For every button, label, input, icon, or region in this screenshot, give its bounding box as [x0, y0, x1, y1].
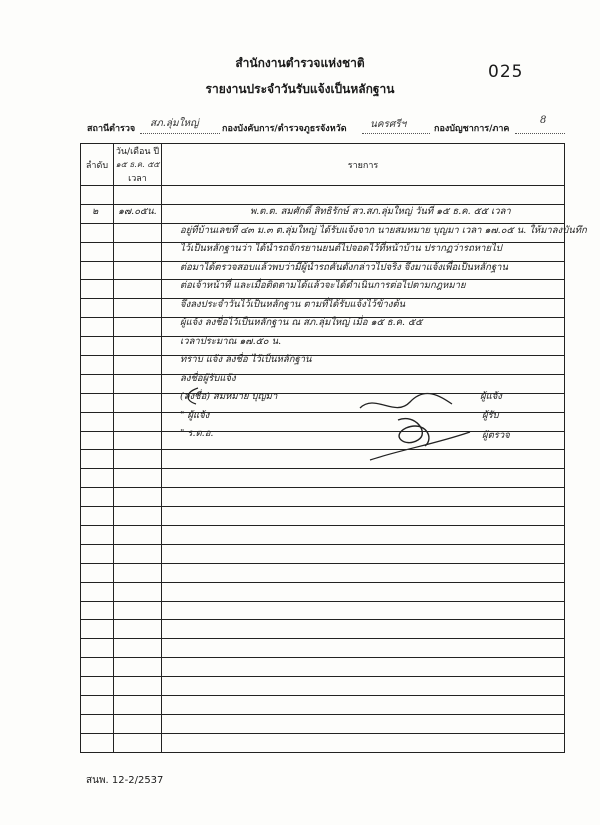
table-row — [81, 601, 565, 620]
entry-text-line: ทราบ แจ้ง ลงชื่อ ไว้เป็นหลักฐาน — [180, 354, 312, 365]
command-label: กองบัญชาการ/ภาค — [434, 124, 510, 134]
table-row — [81, 526, 565, 545]
table-row — [81, 639, 565, 658]
table-cell — [162, 582, 565, 601]
table-cell — [81, 280, 114, 299]
table-cell — [114, 733, 162, 752]
table-cell — [162, 563, 565, 582]
table-cell — [81, 299, 114, 318]
table-cell — [162, 639, 565, 658]
table-cell — [114, 620, 162, 639]
entry-text-line: " ร.ต.อ. — [180, 428, 214, 439]
entry-text-line: พ.ต.ต. สมศักดิ์ สิทธิรักษ์ สว.สภ.ลุ่มใหญ่ วันที่ ๑๕ ธ.ค. ๕๕ เวลา — [250, 206, 511, 217]
table-cell — [114, 431, 162, 450]
entry-text-line: ต่อมาได้ตรวจสอบแล้วพบว่ามีผู้นำรถคันดังกล่าวไปจริง จึงมาแจ้งเพื่อเป็นหลักฐาน — [180, 261, 508, 273]
table-row — [81, 658, 565, 677]
table-cell — [162, 507, 565, 526]
page-number: 025 — [488, 62, 524, 82]
table-cell — [114, 507, 162, 526]
table-cell — [114, 696, 162, 715]
table-cell — [81, 544, 114, 563]
table-row — [81, 544, 565, 563]
table-row — [81, 696, 565, 715]
division-label: กองบังคับการ/ตำรวจภูธรจังหวัด — [222, 124, 347, 134]
table-cell — [162, 696, 565, 715]
table-cell — [114, 374, 162, 393]
table-cell — [81, 374, 114, 393]
table-cell — [162, 714, 565, 733]
signature-scribble — [340, 388, 480, 463]
table-row — [81, 582, 565, 601]
station-label: สถานีตำรวจ — [87, 124, 136, 134]
table-row — [81, 620, 565, 639]
command-value: 8 — [540, 115, 547, 126]
col-no-header: ลำดับ — [81, 144, 114, 186]
entry-text-line: ผู้แจ้ง ลงชื่อไว้เป็นหลักฐาน ณ สภ.ลุ่มใหญ่ เมื่อ ๑๕ ธ.ค. ๕๕ — [180, 317, 423, 328]
table-cell — [81, 582, 114, 601]
table-cell — [162, 620, 565, 639]
table-cell — [81, 469, 114, 488]
table-cell — [162, 526, 565, 545]
table-cell — [81, 601, 114, 620]
table-cell — [162, 186, 565, 205]
col-details-header: รายการ — [162, 144, 565, 186]
entry-time: ๑๗.๐๕น. — [118, 206, 157, 217]
table-row — [81, 733, 565, 752]
table-cell — [81, 318, 114, 337]
table-cell — [81, 186, 114, 205]
table-cell — [81, 526, 114, 545]
table-row — [81, 677, 565, 696]
table-cell — [114, 299, 162, 318]
table-cell — [114, 337, 162, 356]
entry-text-line: เวลาประมาณ ๑๗.๕๐ น. — [180, 335, 282, 347]
entry-text-line: ต่อเจ้าหน้าที่ และเมื่อติดตามได้แล้วจะได้ดำเนินการต่อไปตามกฎหมาย — [180, 280, 466, 291]
table-cell — [114, 526, 162, 545]
table-cell — [162, 488, 565, 507]
table-cell — [81, 620, 114, 639]
table-cell — [81, 393, 114, 412]
table-row — [81, 337, 565, 356]
table-row — [81, 507, 565, 526]
table-cell — [114, 601, 162, 620]
division-dotline — [362, 133, 430, 134]
page-subtitle: รายงานประจำวันรับแจ้งเป็นหลักฐาน — [205, 82, 395, 96]
table-cell — [81, 714, 114, 733]
table-cell — [81, 337, 114, 356]
table-cell — [114, 412, 162, 431]
table-cell — [81, 412, 114, 431]
table-cell — [162, 677, 565, 696]
signature-role: ผู้แจ้ง — [480, 391, 502, 402]
table-cell — [114, 450, 162, 469]
table-cell — [81, 696, 114, 715]
col-date-label: วัน/เดือน ปี — [115, 147, 160, 157]
table-row — [81, 488, 565, 507]
table-cell — [114, 544, 162, 563]
table-cell — [81, 488, 114, 507]
table-cell — [114, 223, 162, 242]
table-cell — [114, 186, 162, 205]
table-cell — [114, 280, 162, 299]
table-cell — [162, 469, 565, 488]
entry-text-line: ไว้เป็นหลักฐานว่า ได้นำรถจักรยานยนต์ไปจอดไว้ที่หน้าบ้าน ปรากฏว่ารถหายไป — [180, 243, 502, 254]
table-cell — [81, 639, 114, 658]
table-row — [81, 186, 565, 205]
station-value: สภ.ลุ่มใหญ่ — [150, 118, 199, 129]
table-cell — [114, 261, 162, 280]
bracket-mark — [178, 384, 218, 406]
form-code: สนพ. 12-2/2537 — [86, 775, 164, 786]
table-cell — [114, 658, 162, 677]
table-cell — [81, 563, 114, 582]
command-dotline — [515, 133, 565, 134]
table-cell — [114, 563, 162, 582]
table-cell — [162, 544, 565, 563]
entry-text-line: อยู่ที่บ้านเลขที่ ๔๓ ม.๓ ต.ลุ่มใหญ่ ได้รับแจ้งจาก นายสมหมาย บุญมา เวลา ๑๗.๐๕ น. ให้มาลงบันทึก — [180, 224, 587, 236]
table-cell — [81, 733, 114, 752]
table-cell — [81, 261, 114, 280]
table-cell — [81, 356, 114, 375]
signature-role: ผู้รับ — [482, 410, 499, 421]
signature-role: ผู้ตรวจ — [482, 430, 510, 441]
table-row — [81, 356, 565, 375]
table-cell — [114, 393, 162, 412]
col-time-label: เวลา — [128, 174, 147, 184]
entry-number: ๒ — [92, 206, 99, 217]
table-cell — [114, 714, 162, 733]
entry-text-line: (ลงชื่อ) สมหมาย บุญมา — [180, 391, 278, 402]
table-row — [81, 563, 565, 582]
table-cell — [162, 733, 565, 752]
table-cell — [114, 677, 162, 696]
table-row — [81, 714, 565, 733]
table-cell — [81, 658, 114, 677]
table-cell — [114, 242, 162, 261]
table-cell — [81, 242, 114, 261]
entry-text-line: ลงชื่อผู้รับแจ้ง — [180, 372, 236, 384]
table-row — [81, 469, 565, 488]
table-row — [81, 450, 565, 469]
station-dotline — [140, 133, 220, 134]
entry-text-line: " ผู้แจ้ง — [180, 409, 210, 421]
table-cell — [81, 507, 114, 526]
table-cell — [114, 639, 162, 658]
col-date-header — [114, 144, 162, 186]
table-cell — [114, 582, 162, 601]
table-cell — [162, 601, 565, 620]
entry-text-line: จึงลงประจำวันไว้เป็นหลักฐาน ตามที่ได้รับแจ้งไว้ข้างต้น — [180, 298, 406, 310]
table-cell — [114, 488, 162, 507]
table-cell — [114, 318, 162, 337]
table-cell — [81, 677, 114, 696]
page-title: สำนักงานตำรวจแห่งชาติ — [235, 56, 365, 70]
table-cell — [81, 431, 114, 450]
table-cell — [114, 469, 162, 488]
table-cell — [81, 223, 114, 242]
table-cell — [162, 658, 565, 677]
table-cell — [114, 356, 162, 375]
col-date-value: ๑๕ ธ.ค. ๕๕ — [115, 160, 160, 169]
table-cell — [81, 450, 114, 469]
division-value: นครศรีฯ — [370, 119, 407, 130]
